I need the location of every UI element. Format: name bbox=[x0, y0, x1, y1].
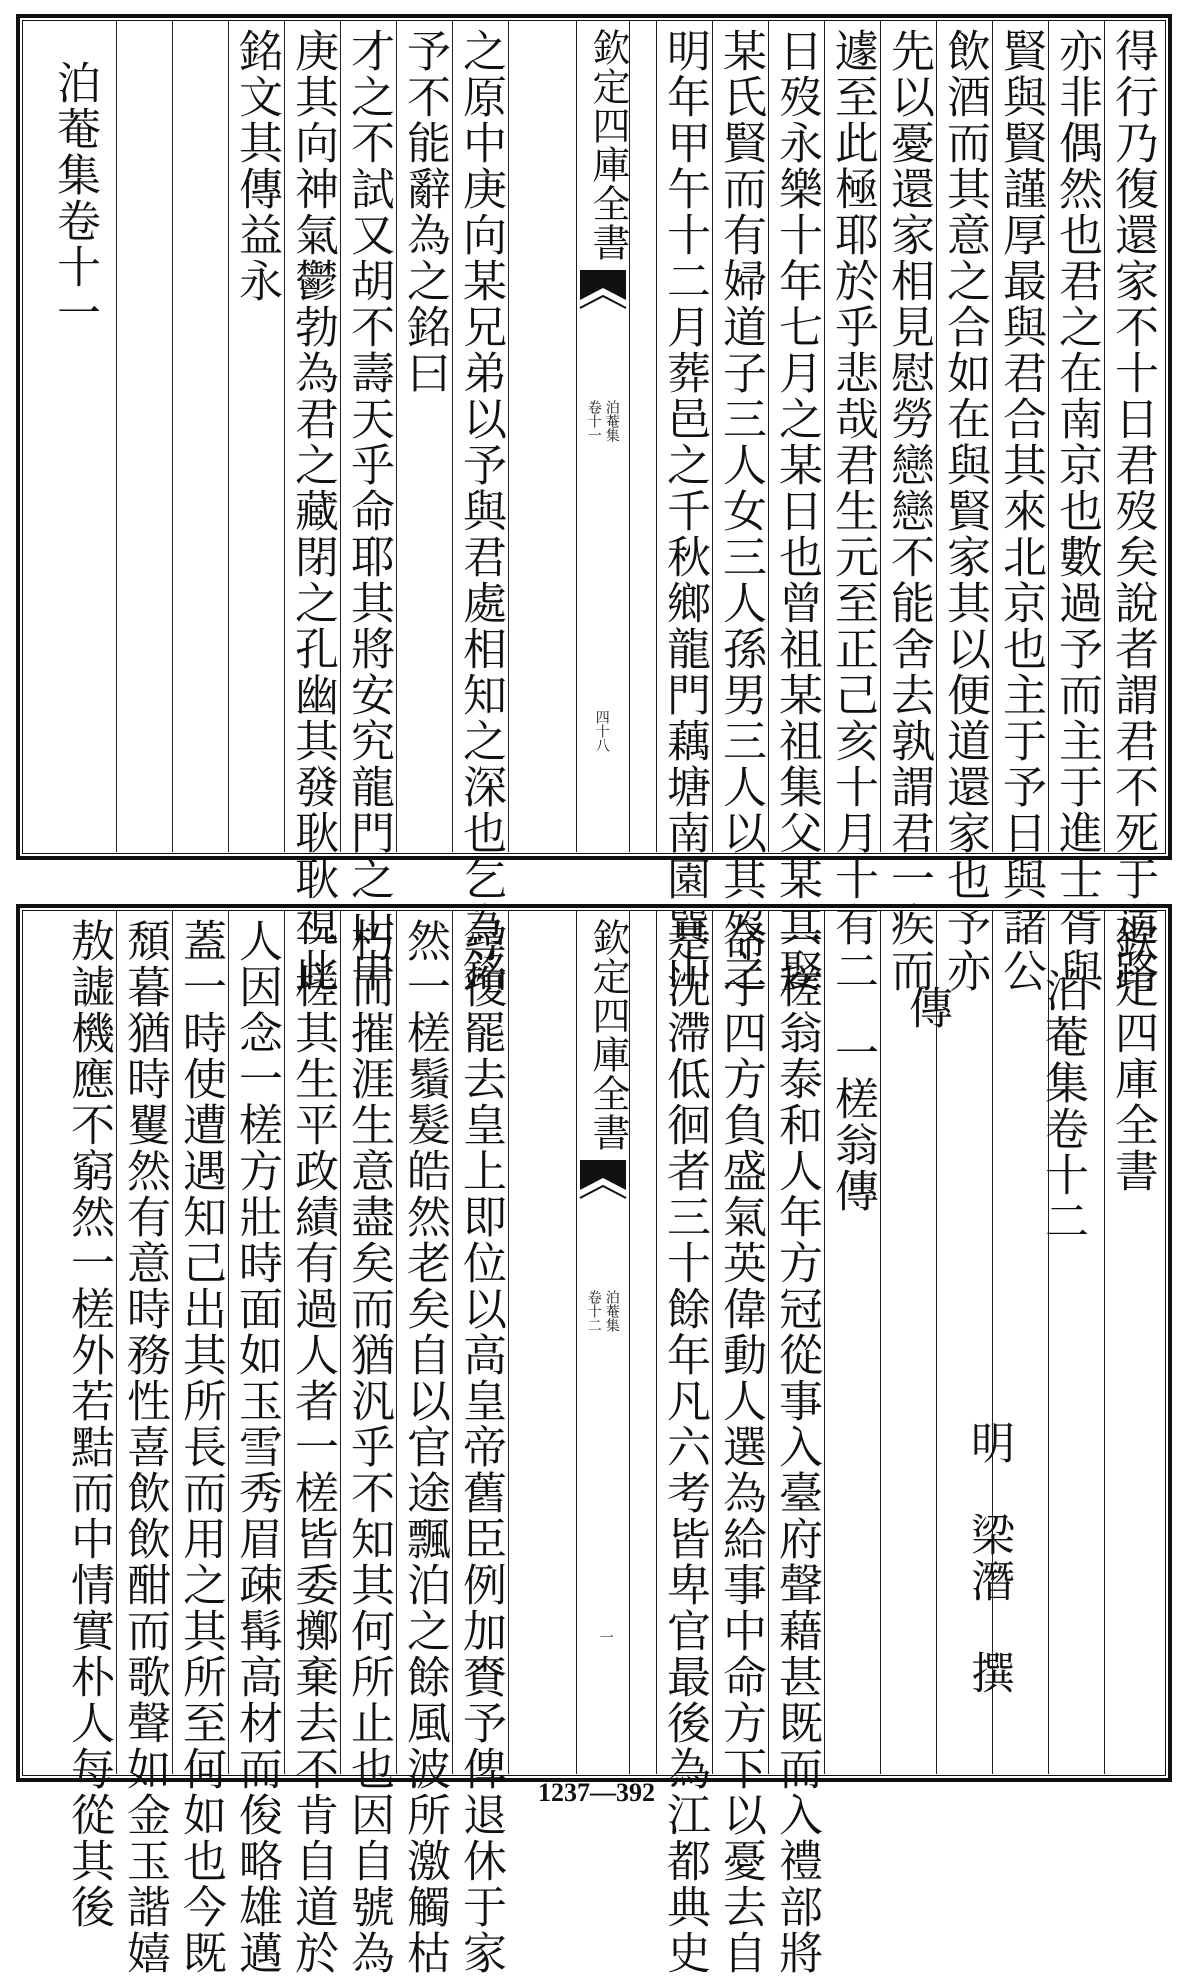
text-column: 一槎翁泰和人年方冠從事入臺府聲藉甚既而入禮部將 bbox=[771, 918, 822, 1976]
text-column: 朽而摧涯生意盡矣而猶汎乎不知其何所止也因自號為 bbox=[343, 918, 394, 1976]
text-column: 頹暮猶時矍然有意時務性喜飲飲酣而歌聲如金玉諧嬉 bbox=[119, 918, 170, 1976]
text-column: 明年甲午十二月葬邑之千秋鄉龍門藕塘南園巽山 bbox=[659, 28, 710, 994]
text-column: 庚其向神氣鬱勃為君之藏閉之孔幽其發耿耿視此 bbox=[287, 28, 338, 994]
text-column: 銘文其傳益永 bbox=[231, 28, 282, 304]
author-line: 明 梁潛 撰 bbox=[963, 1420, 1014, 1696]
article-title: 一槎翁傳 bbox=[827, 1030, 878, 1214]
text-column: 人因念一槎方壯時面如玉雪秀眉疎髯高材而俊略雄邁 bbox=[231, 918, 282, 1976]
text-column: 遽至此極耶於乎悲哉君生元至正己亥十月十有二 bbox=[827, 28, 878, 994]
center-page-number: 一 bbox=[597, 1630, 614, 1644]
text-column: 一槎其生平政績有過人者一槎皆委擲棄去不肯自道於 bbox=[287, 918, 338, 1976]
text-column: 蓋一時使遭遇知己出其所長而用之其所至何如也今既 bbox=[175, 918, 226, 1976]
chapter-title: 泊菴集卷十二 bbox=[1037, 968, 1088, 1244]
text-column: 某氏賢而有婦道子三人女三人孫男三人以其歿之 bbox=[715, 28, 766, 994]
text-column: 日歿永樂十年七月之某日也曾祖某祖集父某其娶 bbox=[771, 28, 822, 994]
center-collection-title: 泊菴集 bbox=[603, 400, 620, 442]
center-book-title: 欽定四庫全書 bbox=[586, 918, 630, 1152]
center-book-title: 欽定四庫全書 bbox=[586, 28, 630, 262]
fishtail-mark-icon bbox=[580, 1160, 626, 1220]
text-column: 敖譃機應不窮然一槎外若黠而中情實朴人每從其後 bbox=[63, 918, 114, 1930]
center-volume: 卷十二 bbox=[585, 1290, 602, 1332]
text-column: 命于四方負盛氣英偉動人選為給事中命方下以憂去自 bbox=[715, 918, 766, 1976]
text-column: 予不能辭為之銘曰 bbox=[399, 28, 450, 396]
page-footer-number: 1237—392 bbox=[538, 1778, 655, 1807]
text-column: 先以憂還家相見慰勞戀戀不能舍去孰謂君一疾而 bbox=[883, 28, 934, 994]
center-collection-title: 泊菴集 bbox=[603, 1290, 620, 1332]
text-column: 飲酒而其意之合如在與賢家其以便道還家也予亦 bbox=[939, 28, 990, 994]
text-column: 是沈滯低徊者三十餘年凡六考皆卑官最後為江都典史 bbox=[659, 918, 710, 1976]
text-column: 才之不試又胡不壽天乎命耶其將安究龍門之山申 bbox=[343, 28, 394, 994]
text-column: 然一槎鬚髮皓然老矣自以官途飄泊之餘風波所激觸枯 bbox=[399, 918, 450, 1976]
section-heading: 傳 bbox=[901, 985, 952, 1031]
text-column: 亦非偶然也君之在南京也數過予而主于進士胥與 bbox=[1051, 28, 1102, 994]
text-column: 得行乃復還家不十日君歿矣說者謂君不死于道路 bbox=[1107, 28, 1158, 994]
text-column: 賢與賢謹厚最與君合其來北京也主于予日與諸公 bbox=[995, 28, 1046, 994]
text-column: 之原中庚向某兄弟以予與君處相知之深也乞為銘 bbox=[455, 28, 506, 994]
center-fold bbox=[576, 910, 630, 1774]
text-column: 尋復罷去皇上即位以高皇帝舊臣例加賚予俾退休于家 bbox=[455, 918, 506, 1976]
center-page-number: 四十八 bbox=[593, 710, 610, 752]
book-title: 欽定四庫全書 bbox=[1107, 918, 1158, 1194]
center-volume: 卷十一 bbox=[585, 400, 602, 442]
chapter-end-title: 泊菴集卷十一 bbox=[49, 60, 100, 336]
